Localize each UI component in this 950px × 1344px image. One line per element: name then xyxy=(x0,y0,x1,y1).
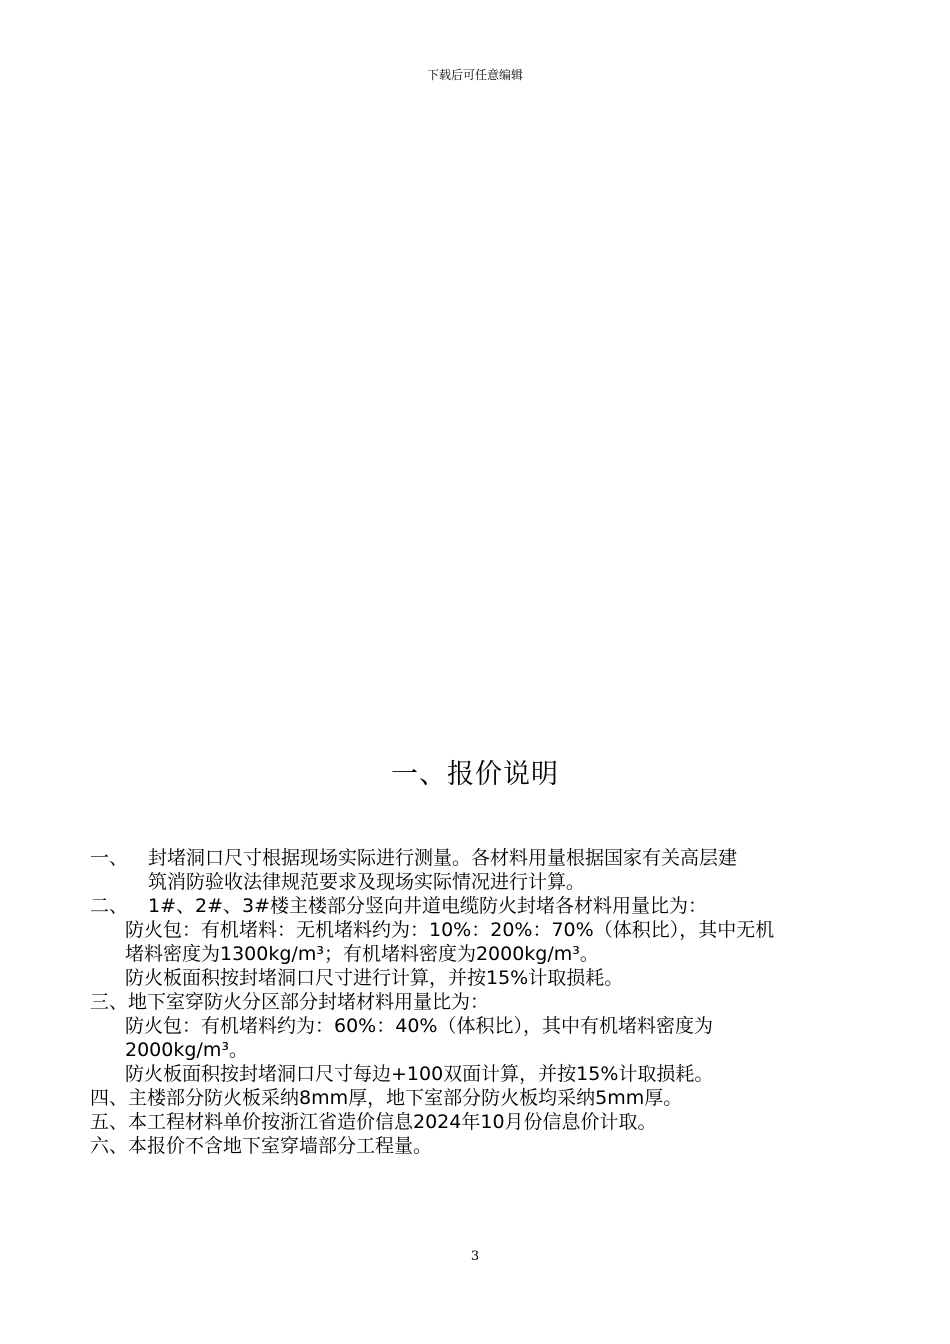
section-title: 一、报价说明 xyxy=(391,759,559,790)
note-text: 堵料密度为1300kg/m³；有机堵料密度为2000kg/m³。 xyxy=(125,943,599,965)
note-line-6 xyxy=(125,966,623,990)
note-line-2 xyxy=(148,870,585,894)
note-line-4 xyxy=(125,918,774,942)
note-text: 六、本报价不含地下室穿墙部分工程量。 xyxy=(90,1135,433,1157)
note-line-7 xyxy=(90,990,489,1014)
note-line-13 xyxy=(90,1134,432,1158)
note-text: 四、主楼部分防火板采纳8mm厚，地下室部分防火板均采纳5mm厚。 xyxy=(90,1087,683,1109)
note-text: 三、地下室穿防火分区部分封堵材料用量比为： xyxy=(90,991,490,1013)
note-line-8 xyxy=(125,1014,713,1038)
note-text: 封堵洞口尺寸根据现场实际进行测量。各材料用量根据国家有关高层建 xyxy=(148,847,738,869)
note-text: 1#、2#、3#楼主楼部分竖向井道电缆防火封堵各材料用量比为： xyxy=(148,895,708,917)
note-line-10 xyxy=(125,1062,713,1086)
note-text: 防火包：有机堵料：无机堵料约为：10%：20%：70%（体积比），其中无机 xyxy=(125,919,775,941)
note-text: 防火包：有机堵料约为：60%：40%（体积比），其中有机堵料密度为 xyxy=(125,1015,713,1037)
note-line-12 xyxy=(90,1110,657,1134)
note-line-1 xyxy=(90,846,860,870)
note-text: 筑消防验收法律规范要求及现场实际情况进行计算。 xyxy=(148,871,586,893)
note-text: 防火板面积按封堵洞口尺寸进行计算，并按15%计取损耗。 xyxy=(125,967,624,989)
note-line-9 xyxy=(125,1038,248,1062)
note-number: 一、 xyxy=(90,847,129,869)
note-text: 2000kg/m³。 xyxy=(125,1039,248,1061)
note-line-3 xyxy=(90,894,707,918)
note-text: 五、本工程材料单价按浙江省造价信息2024年10月份信息价计取。 xyxy=(90,1111,657,1133)
note-text: 防火板面积按封堵洞口尺寸每边+100双面计算，并按15%计取损耗。 xyxy=(125,1063,714,1085)
page-header: 下载后可任意编辑 xyxy=(426,68,523,82)
note-number: 二、 xyxy=(90,895,129,917)
page-number: 3 xyxy=(470,1249,480,1264)
note-line-11 xyxy=(90,1086,682,1110)
note-line-5 xyxy=(125,942,599,966)
